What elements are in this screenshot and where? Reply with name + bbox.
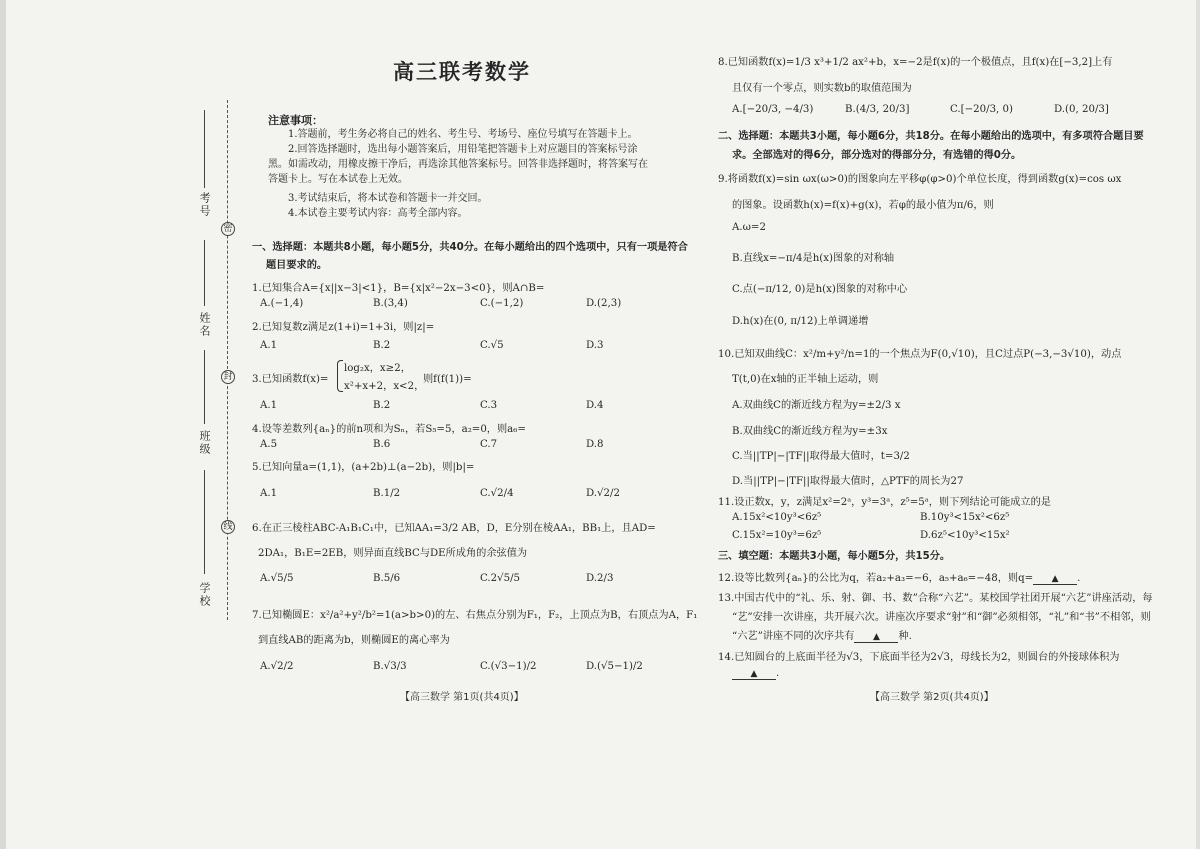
field-school-blank: [204, 470, 205, 574]
blank-triangle-icon: ▲: [750, 669, 758, 679]
q4-stem: 4.设等差数列{aₙ}的前n项和为Sₙ，若S₅=5，a₂=0，则a₆=: [252, 424, 526, 435]
q14-answer-blank[interactable]: [732, 668, 776, 680]
q3-option-d: D.4: [586, 400, 604, 411]
blank-triangle-icon: ▲: [1051, 574, 1059, 584]
q13-stem-line-3: [732, 627, 912, 643]
q2-option-c: C.√5: [480, 340, 504, 351]
q3-stem-a: 3.已知函数f(x)=: [252, 374, 329, 385]
exam-title: 高三联考数学: [393, 60, 531, 84]
section-1-heading-cont: 题目要求的。: [266, 260, 328, 271]
scan-edge-right: [1196, 0, 1200, 849]
q4-option-d: D.8: [586, 439, 604, 450]
q10-option-c: C.当||TP|−|TF||取得最大值时，t=3/2: [732, 451, 910, 462]
q3-case-2: x²+x+2，x<2，: [344, 381, 425, 392]
q6-option-a: A.√5/5: [260, 573, 294, 584]
q3-stem-b: 则f(f(1))=: [423, 374, 472, 385]
q1-option-d: D.(2,3): [586, 298, 622, 309]
q8-option-a: A.[−20/3, −4/3): [732, 104, 814, 115]
notice-2-cont: 黑。如需改动，用橡皮擦干净后，再选涂其他答案标号。回答非选择题时，将答案写在: [268, 159, 648, 170]
q9-option-b: B.直线x=−π/4是h(x)图象的对称轴: [732, 253, 895, 264]
q7-stem-line-2: 到直线AB的距离为b，则椭圆E的离心率为: [258, 635, 450, 646]
q7-option-a: A.√2/2: [260, 661, 294, 672]
q2-option-d: D.3: [586, 340, 604, 351]
field-exam-number: 考号: [198, 192, 211, 218]
q13-stem-line-1: 13.中国古代中的“礼、乐、射、御、书、数”合称“六艺”。某校国学社团开展“六艺”讲座活动，每: [718, 593, 1153, 604]
section-3-heading: 三、填空题：本题共3小题，每小题5分，共15分。: [718, 551, 951, 562]
q3-case-1: log₂x，x≥2，: [344, 363, 411, 374]
q10-option-b: B.双曲线C的渐近线方程为y=±3x: [732, 426, 888, 437]
field-name: 姓名: [198, 312, 211, 338]
q9-stem-line-2: 的图象。设函数h(x)=f(x)+g(x)，若φ的最小值为π/6，则: [732, 200, 994, 211]
q11-option-c: C.15x²=10y³=6z⁵: [732, 530, 822, 541]
q10-stem-line-1: 10.已知双曲线C：x²/m+y²/n=1的一个焦点为F(0,√10)，且C过点P(−3,−3√10)，动点: [718, 349, 1122, 360]
seal-mark-xian: 线: [221, 520, 235, 534]
q10-option-a: A.双曲线C的渐近线方程为y=±2/3 x: [732, 400, 901, 411]
field-name-blank: [204, 240, 205, 306]
q12-answer-blank[interactable]: [1033, 573, 1077, 585]
section-2-heading: 二、选择题：本题共3小题，每小题6分，共18分。在每小题给出的选项中，有多项符合题目要: [718, 131, 1144, 142]
q5-option-d: D.√2/2: [586, 488, 620, 499]
q6-option-d: D.2/3: [586, 573, 614, 584]
section-1-heading: 一、选择题：本题共8小题，每小题5分，共40分。在每小题给出的四个选项中，只有一项是符合: [252, 242, 688, 253]
q6-option-c: C.2√5/5: [480, 573, 521, 584]
q5-stem: 5.已知向量a=(1,1)，(a+2b)⊥(a−2b)，则|b|=: [252, 462, 475, 473]
q10-stem-line-2: T(t,0)在x轴的正半轴上运动，则: [732, 374, 879, 385]
q8-option-c: C.[−20/3, 0): [950, 104, 1013, 115]
q10-option-d: D.当||TP|−|TF||取得最大值时，△PTF的周长为27: [732, 476, 964, 487]
q6-option-b: B.5/6: [373, 573, 401, 584]
q12-stem-end: .: [1077, 573, 1081, 584]
q11-option-a: A.15x²<10y³<6z⁵: [732, 512, 822, 523]
q1-option-a: A.(−1,4): [260, 298, 304, 309]
q4-option-b: B.6: [373, 439, 391, 450]
q11-option-d: D.6z⁵<10y³<15x²: [920, 530, 1010, 541]
binding-margin: [0, 0, 240, 849]
field-class-blank: [204, 350, 205, 424]
seal-mark-mi: 密: [221, 222, 235, 236]
q7-option-d: D.(√5−1)/2: [586, 661, 643, 672]
q14-stem: 14.已知圆台的上底面半径为√3，下底面半径为2√3，母线长为2，则圆台的外接球体积为: [718, 652, 1120, 663]
q13-answer-blank[interactable]: [854, 631, 898, 643]
blank-triangle-icon: ▲: [873, 632, 880, 642]
field-exam-number-blank: [204, 110, 205, 188]
q9-option-c: C.点(−π/12, 0)是h(x)图象的对称中心: [732, 284, 908, 295]
q8-stem-line-1: 8.已知函数f(x)=1/3 x³+1/2 ax²+b，x=−2是f(x)的一个极值点，且f(x)在[−3,2]上有: [718, 57, 1113, 68]
footer-page-2: 【高三数学 第2页(共4页)】: [870, 692, 994, 703]
q12-stem: [718, 569, 1080, 585]
q5-option-c: C.√2/4: [480, 488, 514, 499]
field-class: 班级: [198, 430, 211, 456]
seal-line: [227, 100, 228, 620]
seal-mark-feng: 封: [221, 370, 235, 384]
q3-option-a: A.1: [260, 400, 278, 411]
q8-option-b: B.(4/3, 20/3]: [845, 104, 910, 115]
q14-stem-end: .: [776, 668, 780, 679]
q7-option-c: C.(√3−1)/2: [480, 661, 537, 672]
q13-stem-end: 种.: [898, 631, 912, 642]
q9-stem-line-1: 9.将函数f(x)=sin ωx(ω>0)的图象向左平移φ(φ>0)个单位长度，得到函数g(x)=cos ωx: [718, 174, 1122, 185]
field-school: 学校: [198, 582, 211, 608]
notice-3: 3.考试结束后，将本试卷和答题卡一并交回。: [288, 193, 488, 204]
q11-stem: 11.设正数x，y，z满足x²=2ᵃ，y³=3ᵃ，z⁵=5ᵃ，则下列结论可能成立的是: [718, 497, 1051, 508]
q2-stem: 2.已知复数z满足z(1+i)=1+3i，则|z|=: [252, 322, 435, 333]
q3-option-b: B.2: [373, 400, 391, 411]
q6-stem-line-1: 6.在正三棱柱ABC-A₁B₁C₁中，已知AA₁=3/2 AB，D，E分别在棱AA₁，BB₁上，且AD=: [252, 523, 656, 534]
q6-stem-line-2: 2DA₁，B₁E=2EB，则异面直线BC与DE所成角的余弦值为: [258, 548, 528, 559]
q8-stem-line-2: 且仅有一个零点，则实数b的取值范围为: [732, 83, 912, 94]
q9-option-a: A.ω=2: [732, 222, 766, 233]
footer-page-1: 【高三数学 第1页(共4页)】: [400, 692, 524, 703]
q9-option-d: D.h(x)在(0, π/12)上单调递增: [732, 316, 869, 327]
notice-heading: 注意事项：: [268, 114, 323, 127]
q8-option-d: D.(0, 20/3]: [1054, 104, 1109, 115]
q2-option-b: B.2: [373, 340, 391, 351]
q1-stem: 1.已知集合A={x||x−3|<1}，B={x|x²−2x−3<0}，则A∩B=: [252, 283, 545, 294]
notice-1: 1.答题前，考生务必将自己的姓名、考生号、考场号、座位号填写在答题卡上。: [288, 129, 638, 140]
section-2-heading-cont: 求。全部选对的得6分，部分选对的得部分分，有选错的得0分。: [732, 150, 1022, 161]
q5-option-a: A.1: [260, 488, 278, 499]
q1-option-c: C.(−1,2): [480, 298, 524, 309]
q2-option-a: A.1: [260, 340, 278, 351]
q3-brace: [337, 360, 343, 392]
q13-stem-line-2: “艺”安排一次讲座，共开展六次。讲座次序要求“射”和“御”必须相邻，“礼”和“书”不相邻，则: [732, 612, 1151, 623]
q12-stem-text: 12.设等比数列{aₙ}的公比为q，若a₂+a₃=−6，a₅+a₆=−48，则q=: [718, 573, 1034, 584]
notice-2: 2.回答选择题时，选出每小题答案后，用铅笔把答题卡上对应题目的答案标号涂: [288, 144, 638, 155]
q7-stem-line-1: 7.已知椭圆E：x²/a²+y²/b²=1(a>b>0)的左、右焦点分别为F₁，F₂，上顶点为B，右顶点为A，F₁: [252, 610, 698, 621]
notice-2-end: 答题卡上。写在本试卷上无效。: [268, 174, 408, 185]
q13-stem-text: “六艺”讲座不同的次序共有: [732, 631, 855, 642]
q5-option-b: B.1/2: [373, 488, 401, 499]
q7-option-b: B.√3/3: [373, 661, 407, 672]
q4-option-c: C.7: [480, 439, 498, 450]
q1-option-b: B.(3,4): [373, 298, 408, 309]
q4-option-a: A.5: [260, 439, 278, 450]
notice-4: 4.本试卷主要考试内容：高考全部内容。: [288, 208, 468, 219]
q14-stem-line-2: [732, 668, 779, 680]
q11-option-b: B.10y³<15x²<6z⁵: [920, 512, 1010, 523]
q3-option-c: C.3: [480, 400, 498, 411]
